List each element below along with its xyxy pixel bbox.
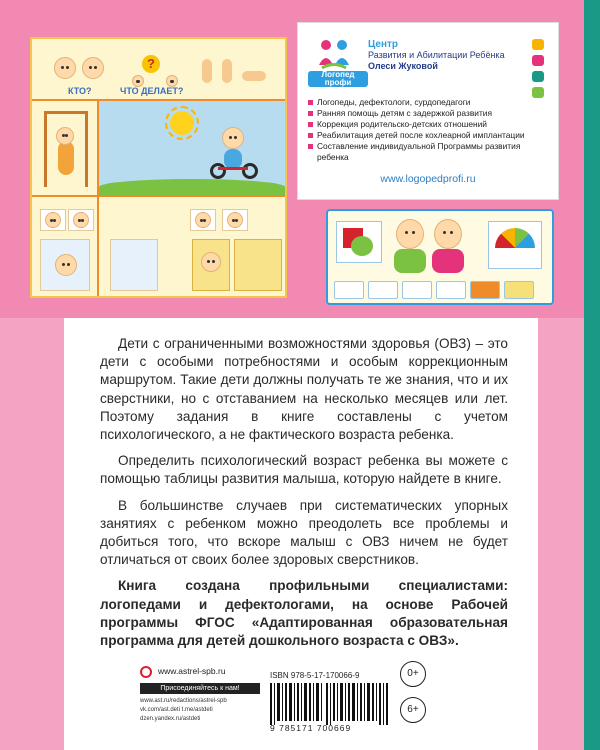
answer-card-selected	[192, 239, 230, 291]
truck-toy-icon	[402, 281, 432, 299]
train-toy-icon	[368, 281, 398, 299]
center-title	[368, 39, 505, 72]
bike-card	[234, 239, 282, 291]
join-banner: Присоединяйтесь к нам!	[140, 683, 260, 694]
who-label: КТО?	[68, 86, 92, 96]
service-item: Коррекция родительско-детских отношений	[308, 119, 548, 130]
swing-card	[110, 239, 158, 291]
heart-icon	[532, 71, 544, 82]
face-icon	[82, 57, 104, 79]
basketball-toy-icon	[470, 281, 500, 299]
social-link[interactable]: www.ast.ru/redactions/astrel-spb	[140, 698, 227, 704]
spine-strip	[584, 0, 600, 750]
barcode-icon	[270, 683, 388, 725]
answer-card	[68, 209, 94, 231]
car-toy-icon	[334, 281, 364, 299]
description-text	[100, 335, 508, 658]
answer-card	[222, 209, 248, 231]
service-item: Логопеды, дефектологи, сурдопедагоги	[308, 97, 548, 108]
girl-icon	[432, 249, 464, 273]
answer-card-selected	[40, 239, 90, 291]
social-link[interactable]: vk.com/ast.deti t.me/astdeti	[140, 707, 213, 713]
cover-background-side	[0, 318, 64, 750]
what-label: ЧТО ДЕЛАЕТ?	[120, 86, 184, 96]
center-title-line3: Олеси Жуковой	[368, 61, 438, 71]
heart-icons	[532, 39, 546, 103]
heart-icon	[532, 39, 544, 50]
girl-face-icon	[434, 219, 462, 249]
face-icon	[54, 57, 76, 79]
center-title-line2: Развития и Абилитации Ребёнка	[368, 50, 505, 60]
answer-card	[190, 209, 216, 231]
girl-on-swing-icon	[58, 141, 74, 175]
social-link[interactable]: dzen.yandex.ru/astdeti	[140, 716, 201, 722]
isbn-text: ISBN 978-5-17-170066-9	[270, 671, 360, 680]
grid-line	[32, 195, 285, 197]
bike-frame-icon	[218, 167, 248, 170]
face-icon	[56, 127, 74, 145]
barcode-number: 9 785171 700669	[270, 723, 352, 733]
bike-wheel-icon	[210, 163, 226, 179]
grass-shape	[99, 179, 285, 195]
service-item: Реабилитация детей после кохлеарной имплантации	[308, 130, 548, 141]
center-title-line1: Центр	[368, 39, 399, 50]
paragraph: Определить психологический возраст ребенка вы можете с помощью таблицы развития малыша, которую найдете в книге.	[100, 453, 508, 487]
center-info-card	[297, 22, 559, 200]
boy-face-icon	[222, 127, 244, 149]
logo-name: Логопед профи	[308, 71, 368, 87]
services-list	[308, 97, 548, 163]
figure-icon	[202, 59, 212, 83]
figure-icon	[242, 71, 266, 81]
publisher-logo-icon	[140, 666, 152, 678]
puzzle-illustration	[30, 37, 287, 298]
publisher-site-link[interactable]: www.astrel-spb.ru	[158, 666, 226, 676]
kids-illustration	[326, 209, 554, 305]
age-recommendation-badge: 6+	[400, 697, 426, 723]
service-item: Составление индивидуальной Программы развития ребенка	[308, 141, 548, 163]
question-icon: ?	[142, 55, 160, 73]
service-item: Ранняя помощь детям с задержкой развития	[308, 108, 548, 119]
logo-family-icon	[314, 35, 354, 75]
paragraph: В большинстве случаев при систематических упорных занятиях с ребенком можно преодолеть все проблемы и добиться того, что вскоре малыш с ОВЗ ничем не будет отличаться от своих более здоровых сверстников.	[100, 497, 508, 568]
boy-icon	[224, 149, 242, 169]
paragraph: Дети с ограниченными возможностями здоровья (ОВЗ) – это дети с особыми потребностями и особым коррекционным маршрутом. Такие дети должны получать те же знания, что и их сверстники, но с отставанием на несколько месяцев или лет. Поэтому задания в книге составлены с учетом психологического, а не фактического возраста ребенка.	[100, 336, 508, 443]
boy-face-icon	[396, 219, 424, 249]
boy-icon	[394, 249, 426, 273]
ball-toy-icon	[436, 281, 466, 299]
bike-wheel-icon	[242, 163, 258, 179]
social-links	[140, 697, 227, 724]
center-website-link[interactable]: www.logopedprofi.ru	[380, 173, 476, 185]
sun-icon	[170, 111, 194, 135]
heart-icon	[532, 55, 544, 66]
paragraph-bold: Книга создана профильными специалистами: логопедами и дефектологами, на основе Рабочей программы ФГОС «Адаптированная образовательная программа для детей дошкольного возраста с ОВЗ».	[100, 578, 508, 649]
volleyball-toy-icon	[504, 281, 534, 299]
answer-card	[40, 209, 66, 231]
rainbow-card	[488, 221, 542, 269]
figure-icon	[222, 59, 232, 83]
shapes-card	[336, 221, 382, 263]
age-rating-badge: 0+	[400, 661, 426, 687]
